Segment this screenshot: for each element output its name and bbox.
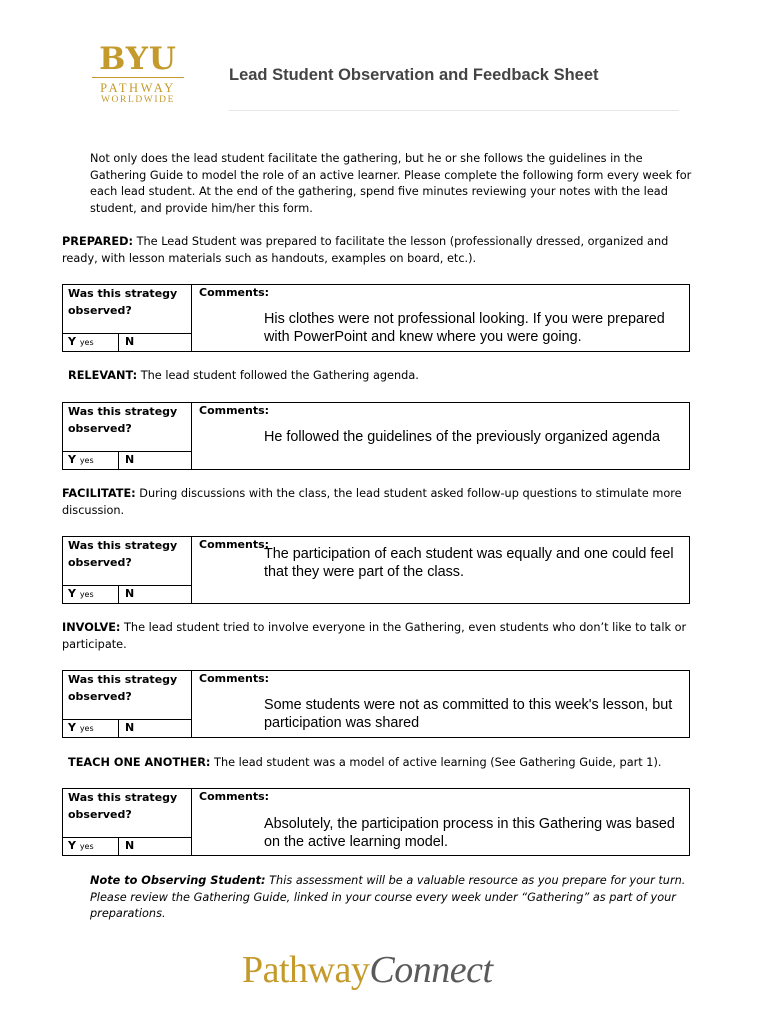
note-label: Note to Observing Student: (90, 874, 266, 887)
yes-no-row (63, 719, 191, 737)
yes-option[interactable]: Y yes (68, 453, 94, 466)
logo-pathway-text: PATHWAY (100, 81, 176, 95)
observation-cell (63, 671, 192, 737)
section-heading: RELEVANT: (68, 369, 138, 382)
feedback-box-teach-one-another (62, 788, 690, 856)
observed-question: Was this strategy observed? (68, 539, 178, 569)
no-option[interactable]: N (125, 839, 135, 852)
footer-pathway-text: Pathway (242, 949, 370, 991)
section-facilitate-description (62, 486, 702, 519)
pathwayconnect-logo (242, 948, 493, 992)
yes-no-divider (118, 452, 119, 469)
yes-no-row (63, 451, 191, 469)
feedback-box-involve (62, 670, 690, 738)
logo-worldwide-text: WORLDWIDE (100, 95, 176, 105)
comments-label: Comments: (199, 672, 270, 685)
yes-no-row (63, 333, 191, 351)
observed-question: Was this strategy observed? (68, 405, 178, 435)
yes-option[interactable]: Y yes (68, 587, 94, 600)
yes-no-row (63, 837, 191, 855)
no-option[interactable]: N (125, 453, 135, 466)
comment-text[interactable]: His clothes were not professional looking. If you were prepared with PowerPoint and knew where you were going. (264, 311, 665, 345)
section-involve-description (62, 620, 702, 653)
title-divider (229, 110, 679, 111)
section-prepared-description (62, 234, 702, 267)
comment-text[interactable]: The participation of each student was equally and one could feel that they were part of the class. (264, 546, 674, 580)
comment-text[interactable]: Some students were not as committed to this week's lesson, but participation was shared (264, 697, 673, 731)
observed-question: Was this strategy observed? (68, 791, 178, 821)
comments-label: Comments: (199, 286, 270, 299)
section-relevant-description (68, 368, 708, 385)
yes-no-divider (118, 586, 119, 603)
feedback-box-prepared (62, 284, 690, 352)
section-text: During discussions with the class, the lead student asked follow-up questions to stimulate more discussion. (62, 487, 682, 517)
no-option[interactable]: N (125, 721, 135, 734)
byu-pathway-logo (92, 41, 184, 106)
footer-connect-text: Connect (369, 949, 493, 991)
note-text: This assessment will be a valuable resource as you prepare for your turn. Please review the Gathering Guide, linked in your course every week under “Gathering” as part of your preparations. (90, 874, 686, 921)
section-heading: PREPARED: (62, 235, 133, 248)
yes-option[interactable]: Y yes (68, 721, 94, 734)
observation-cell (63, 285, 192, 351)
comment-text[interactable]: Absolutely, the participation process in this Gathering was based on the active learning model. (264, 816, 675, 850)
logo-divider (92, 77, 184, 78)
logo-byu-text: BYU (99, 41, 177, 77)
feedback-box-relevant (62, 402, 690, 470)
section-text: The lead student was a model of active learning (See Gathering Guide, part 1). (210, 756, 662, 769)
yes-no-divider (118, 838, 119, 855)
observation-cell (63, 537, 192, 603)
observed-question: Was this strategy observed? (68, 673, 178, 703)
section-heading: TEACH ONE ANOTHER: (68, 756, 211, 769)
intro-paragraph: Not only does the lead student facilitate the gathering, but he or she follows the guidelines in the Gathering Guide to model the role of an active learner. Please complete the following form every week for each lead student. At the end of the gathering, spend five minutes reviewing your notes with the lead student, and provide him/her this form. (90, 152, 692, 216)
section-text: The lead student followed the Gathering agenda. (137, 369, 419, 382)
no-option[interactable]: N (125, 587, 135, 600)
section-teach-one-another-description (68, 755, 708, 772)
comments-label: Comments: (199, 790, 270, 803)
yes-no-divider (118, 720, 119, 737)
note-to-observing-student (90, 873, 702, 923)
section-heading: INVOLVE: (62, 621, 121, 634)
yes-no-divider (118, 334, 119, 351)
observation-cell (63, 789, 192, 855)
comment-text[interactable]: He followed the guidelines of the previously organized agenda (264, 429, 661, 445)
section-heading: FACILITATE: (62, 487, 136, 500)
section-text: The Lead Student was prepared to facilitate the lesson (professionally dressed, organized and ready, with lesson materials such as handouts, examples on board, etc.). (62, 235, 669, 265)
document-title: Lead Student Observation and Feedback Sheet (229, 66, 599, 84)
yes-option[interactable]: Y yes (68, 335, 94, 348)
comments-label: Comments: (199, 538, 270, 551)
observed-question: Was this strategy observed? (68, 287, 178, 317)
no-option[interactable]: N (125, 335, 135, 348)
yes-no-row (63, 585, 191, 603)
feedback-box-facilitate (62, 536, 690, 604)
yes-option[interactable]: Y yes (68, 839, 94, 852)
comments-label: Comments: (199, 404, 270, 417)
section-text: The lead student tried to involve everyone in the Gathering, even students who don’t like to talk or participate. (62, 621, 687, 651)
observation-cell (63, 403, 192, 469)
